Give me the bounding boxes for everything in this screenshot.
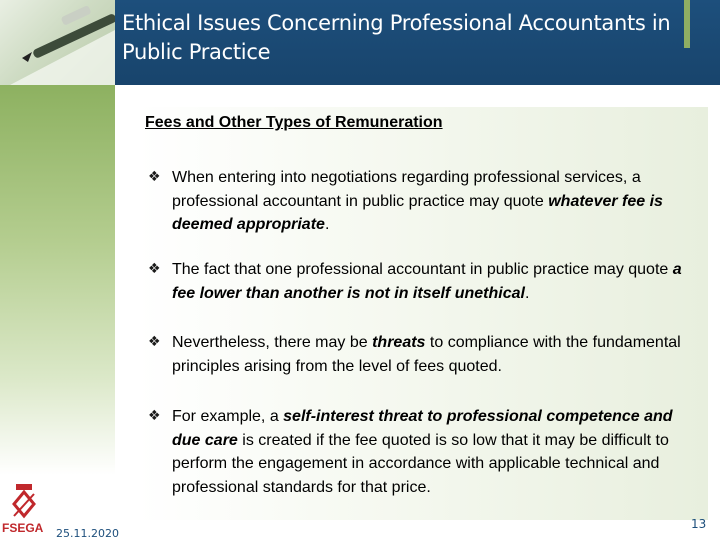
bullet-text: The fact that one professional accountant in public practice may quote a fee lower than another is not in itself unethical. [172, 261, 682, 302]
sidebar-gradient [0, 85, 115, 475]
diamond-bullet-icon: ❖ [148, 169, 161, 185]
diamond-bullet-icon: ❖ [148, 334, 161, 350]
bullet-text: For example, a self-interest threat to professional competence and due care is created if the fee quoted is so low that it may be difficult to perform the engagement in accordance with applicable technical and professional standards for that price. [172, 408, 673, 496]
section-heading: Fees and Other Types of Remuneration [145, 114, 443, 131]
bullet-item [148, 258, 700, 305]
bullet-item [148, 331, 700, 378]
fsega-logo [0, 480, 48, 540]
diamond-bullet-icon: ❖ [148, 261, 161, 277]
bullet-text: Nevertheless, there may be threats to compliance with the fundamental principles arising from the level of fees quoted. [172, 334, 681, 375]
bullet-item [148, 166, 700, 237]
header-photo [0, 0, 115, 85]
slide-title: Ethical Issues Concerning Professional Accountants in Public Practice [122, 11, 671, 64]
bullet-text: When entering into negotiations regarding professional services, a professional accountant in public practice may quote whatever fee is deemed appropriate. [172, 169, 663, 233]
header-accent-bar [684, 0, 690, 48]
page-number: 13 [691, 517, 707, 531]
bullet-item [148, 405, 700, 499]
diamond-bullet-icon: ❖ [148, 408, 161, 424]
slide-date: 25.11.2020 [56, 527, 119, 540]
logo-text: FSEGA [2, 521, 44, 535]
